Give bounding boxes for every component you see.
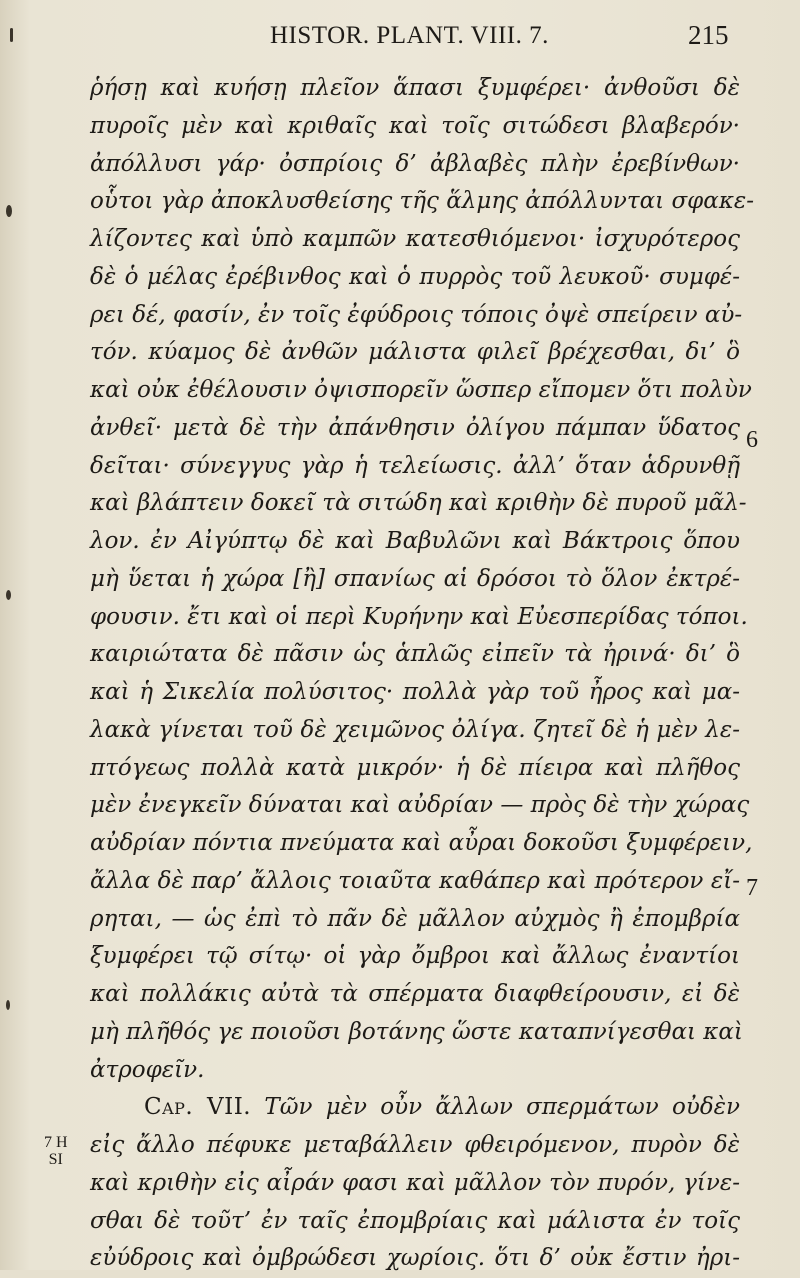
ink-spot bbox=[10, 28, 13, 42]
text-line: ῥήσῃ καὶ κυήσῃ πλεῖον ἅπασι ξυμφέρει· ἀνθοῦσι δὲ bbox=[90, 75, 740, 101]
text-line: πτόγεως πολλὰ κατὰ μικρόν· ἡ δὲ πίειρα καὶ πλῆθος bbox=[90, 754, 740, 781]
text-line: πυροῖς μὲν καὶ κριθαῖς καὶ τοῖς σιτώδεσι βλαβερόν· bbox=[90, 112, 740, 139]
ink-spot bbox=[6, 590, 11, 600]
text-line: καὶ οὐκ ἐθέλουσιν ὀψισπορεῖν ὥσπερ εἴπομεν ὅτι πολὺν bbox=[90, 377, 752, 403]
text-line: τόν. κύαμος δὲ ἀνθῶν μάλιστα φιλεῖ βρέχεσθαι, δι’ ὃ bbox=[90, 339, 740, 366]
page-number: 215 bbox=[688, 20, 729, 50]
chapter-text-line: καὶ κριθὴν εἰς αἶράν φασι καὶ μᾶλλον τὸν πυρόν, γίνε- bbox=[90, 1169, 740, 1196]
text-line: ἄλλα δὲ παρ’ ἄλλοις τοιαῦτα καθάπερ καὶ πρότερον εἴ- bbox=[90, 867, 740, 894]
chapter-label: Cap. VII. bbox=[144, 1094, 252, 1121]
text-line: λίζοντες καὶ ὑπὸ καμπῶν κατεσθιόμενοι· ἰσχυρότερος bbox=[90, 226, 740, 252]
text-line: δὲ ὁ μέλας ἐρέβινθος καὶ ὁ πυρρὸς τοῦ λευκοῦ· συμφέ- bbox=[90, 263, 740, 290]
chapter-text-line: εἰς ἄλλο πέφυκε μεταβάλλειν φθειρόμενον, πυρὸν δὲ bbox=[90, 1132, 740, 1158]
margin-reference-top: 7 H bbox=[44, 1134, 68, 1151]
text-line: μὴ ὕεται ἡ χώρα [ἢ] σπανίως αἱ δρόσοι τὸ ὅλον ἐκτρέ- bbox=[90, 565, 740, 592]
text-line: καιριώτατα δὲ πᾶσιν ὡς ἁπλῶς εἰπεῖν τὰ ἠρινά· δι’ ὃ bbox=[90, 641, 740, 668]
text-line: καὶ πολλάκις αὐτὰ τὰ σπέρματα διαφθείρουσιν, εἰ δὲ bbox=[90, 981, 740, 1007]
text-line: δεῖται· σύνεγγυς γὰρ ἡ τελείωσις. ἀλλ’ ὅταν ἁδρυνθῇ bbox=[90, 452, 740, 479]
chapter-line-text: Τῶν μὲν οὖν ἄλλων σπερμάτων οὐδὲν bbox=[264, 1094, 740, 1121]
margin-section-number: 7 bbox=[746, 875, 758, 901]
margin-reference-bottom: SI bbox=[48, 1151, 63, 1168]
text-line: ἀνθεῖ· μετὰ δὲ τὴν ἀπάνθησιν ὀλίγου πάμπαν ὕδατος bbox=[90, 414, 740, 441]
text-line: ρηται, — ὡς ἐπὶ τὸ πᾶν δὲ μᾶλλον αὐχμὸς ἢ ἐπομβρία bbox=[90, 905, 740, 932]
text-line: φουσιν. ἔτι καὶ οἱ περὶ Κυρήνην καὶ Εὐεσπερίδας τόποι. bbox=[90, 603, 748, 630]
text-line: λακὰ γίνεται τοῦ δὲ χειμῶνος ὀλίγα. ζητεῖ δὲ ἡ μὲν λε- bbox=[90, 716, 740, 743]
text-line: καὶ ἡ Σικελία πολύσιτος· πολλὰ γὰρ τοῦ ἦρος καὶ μα- bbox=[90, 679, 740, 705]
margin-section-number: 6 bbox=[746, 427, 758, 453]
running-head: HISTOR. PLANT. VIII. 7. bbox=[270, 22, 549, 49]
ink-spot bbox=[6, 205, 12, 217]
text-line: ξυμφέρει τῷ σίτῳ· οἱ γὰρ ὄμβροι καὶ ἄλλως ἐναντίοι bbox=[90, 943, 740, 970]
ink-spot bbox=[6, 1000, 10, 1010]
text-line: μὴ πλῆθός γε ποιοῦσι βοτάνης ὥστε καταπνίγεσθαι καὶ bbox=[90, 1018, 743, 1045]
page-header bbox=[0, 18, 800, 58]
text-line: λον. ἐν Αἰγύπτῳ δὲ καὶ Βαβυλῶνι καὶ Βάκτροις ὅπου bbox=[90, 528, 740, 554]
chapter-first-line bbox=[90, 1089, 740, 1127]
text-line: ρει δέ, φασίν, ἐν τοῖς ἐφύδροις τόποις ὀψὲ σπείρειν αὐ- bbox=[90, 301, 743, 328]
text-line: ἀπόλλυσι γάρ· ὀσπρίοις δ’ ἀβλαβὲς πλὴν ἐρεβίνθων· bbox=[90, 150, 740, 177]
text-line: μὲν ἐνεγκεῖν δύναται καὶ αὐδρίαν — πρὸς δὲ τὴν χώρας bbox=[90, 792, 750, 819]
margin-reference bbox=[44, 1134, 68, 1168]
chapter-text-line: σθαι δὲ τοῦτ’ ἐν ταῖς ἐπομβρίαις καὶ μάλιστα ἐν τοῖς bbox=[90, 1207, 740, 1234]
chapter-text-line: εὐύδροις καὶ ὀμβρώδεσι χωρίοις. ὅτι δ’ οὐκ ἔστιν ἠρι- bbox=[90, 1245, 740, 1272]
text-line: καὶ βλάπτειν δοκεῖ τὰ σιτώδη καὶ κριθὴν δὲ πυροῦ μᾶλ- bbox=[90, 490, 747, 517]
text-line: αὐδρίαν πόντια πνεύματα καὶ αὖραι δοκοῦσι ξυμφέρειν, bbox=[90, 830, 753, 856]
text-line: οὗτοι γὰρ ἀποκλυσθείσης τῆς ἅλμης ἀπόλλυνται σφακε- bbox=[90, 188, 755, 215]
greek-text-block bbox=[90, 70, 755, 1278]
text-line-last: ἀτροφεῖν. bbox=[90, 1056, 205, 1083]
